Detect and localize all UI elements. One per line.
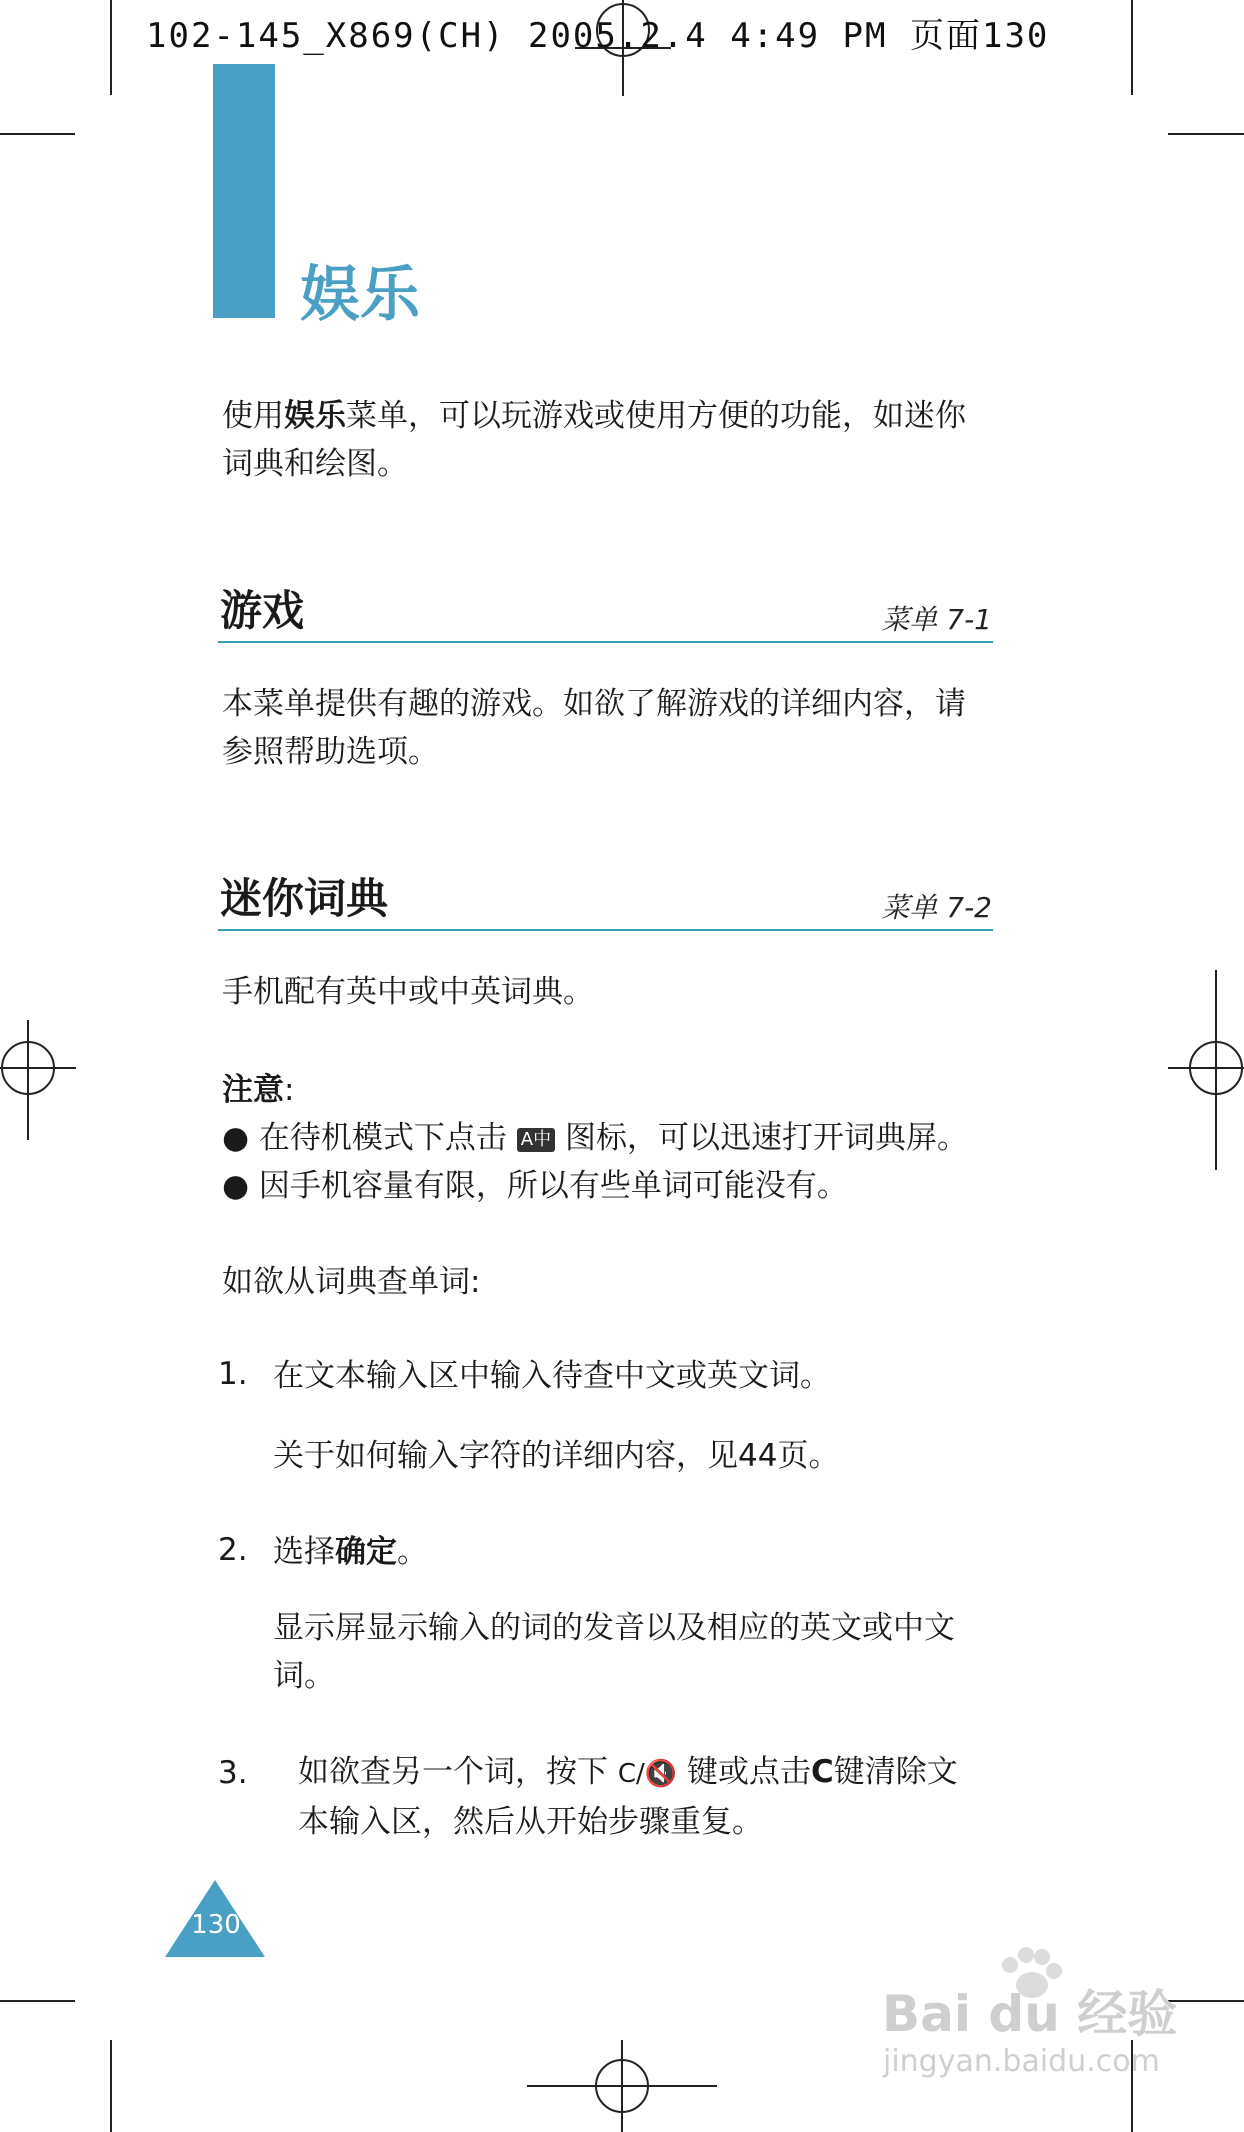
crop-mark — [1168, 133, 1244, 135]
watermark-url: jingyan.baidu.com — [883, 2044, 1160, 2079]
section-title-dictionary: 迷你词典 — [220, 874, 389, 923]
watermark-brand: Bai du 经验 — [882, 1985, 1178, 2043]
crop-mark — [1131, 0, 1133, 95]
list-item: ● 因手机容量有限，所以有些单词可能没有。 — [222, 1168, 848, 1204]
section-rule — [218, 929, 993, 931]
section-title-games: 游戏 — [220, 586, 305, 635]
step-subtext: 关于如何输入字符的详细内容，见44页。 — [273, 1438, 840, 1474]
chapter-title: 娱乐 — [300, 260, 420, 330]
chapter-color-bar — [213, 64, 275, 318]
menu-ref-dictionary: 菜单 7-2 — [881, 891, 992, 924]
list-item: ● 在待机模式下点击 A中 图标，可以迅速打开词典屏。 — [222, 1120, 968, 1156]
step-subtext: 显示屏显示输入的词的发音以及相应的英文或中文 词。 — [273, 1610, 955, 1694]
crop-mark — [0, 133, 75, 135]
dictionary-intro: 手机配有英中或中英词典。 — [222, 974, 594, 1010]
crop-mark — [0, 2000, 75, 2002]
clear-key-icon: C/🔇 — [617, 1759, 678, 1789]
lookup-intro: 如欲从词典查单词: — [222, 1264, 481, 1300]
crop-mark — [110, 2040, 112, 2132]
step-number: 1. — [218, 1356, 248, 1392]
page-number: 130 — [191, 1910, 241, 1940]
registration-mark-icon — [1168, 970, 1244, 1170]
intro-line-2: 词典和绘图。 — [222, 446, 408, 482]
bullet-icon: ● — [222, 1168, 259, 1204]
crop-mark — [110, 0, 112, 95]
crop-mark — [1168, 2000, 1244, 2002]
menu-ref-games: 菜单 7-1 — [881, 603, 992, 636]
registration-mark-icon — [527, 2040, 717, 2132]
registration-mark-icon — [0, 1020, 76, 1140]
intro-line-1: 使用娱乐菜单，可以玩游戏或使用方便的功能，如迷你 — [222, 398, 966, 434]
section-rule — [218, 641, 993, 643]
step-number: 2. — [218, 1532, 248, 1568]
step-number: 3. — [218, 1755, 248, 1791]
games-paragraph: 本菜单提供有趣的游戏。如欲了解游戏的详细内容，请 参照帮助选项。 — [222, 686, 966, 770]
note-label: 注意: — [222, 1072, 295, 1108]
print-header: 102-145_X869(CH) 2005.2.4 4:49 PM 页面130 — [146, 16, 1050, 56]
step-text: 在文本输入区中输入待查中文或英文词。 — [273, 1358, 831, 1394]
dictionary-icon: A中 — [517, 1128, 555, 1152]
step-text: 选择确定。 — [273, 1534, 428, 1570]
intro-paragraph — [222, 392, 1022, 488]
step-text: 如欲查另一个词，按下 C/🔇 键或点击C键清除文 本输入区，然后从开始步骤重复。 — [298, 1754, 958, 1840]
bullet-icon: ● — [222, 1120, 259, 1156]
